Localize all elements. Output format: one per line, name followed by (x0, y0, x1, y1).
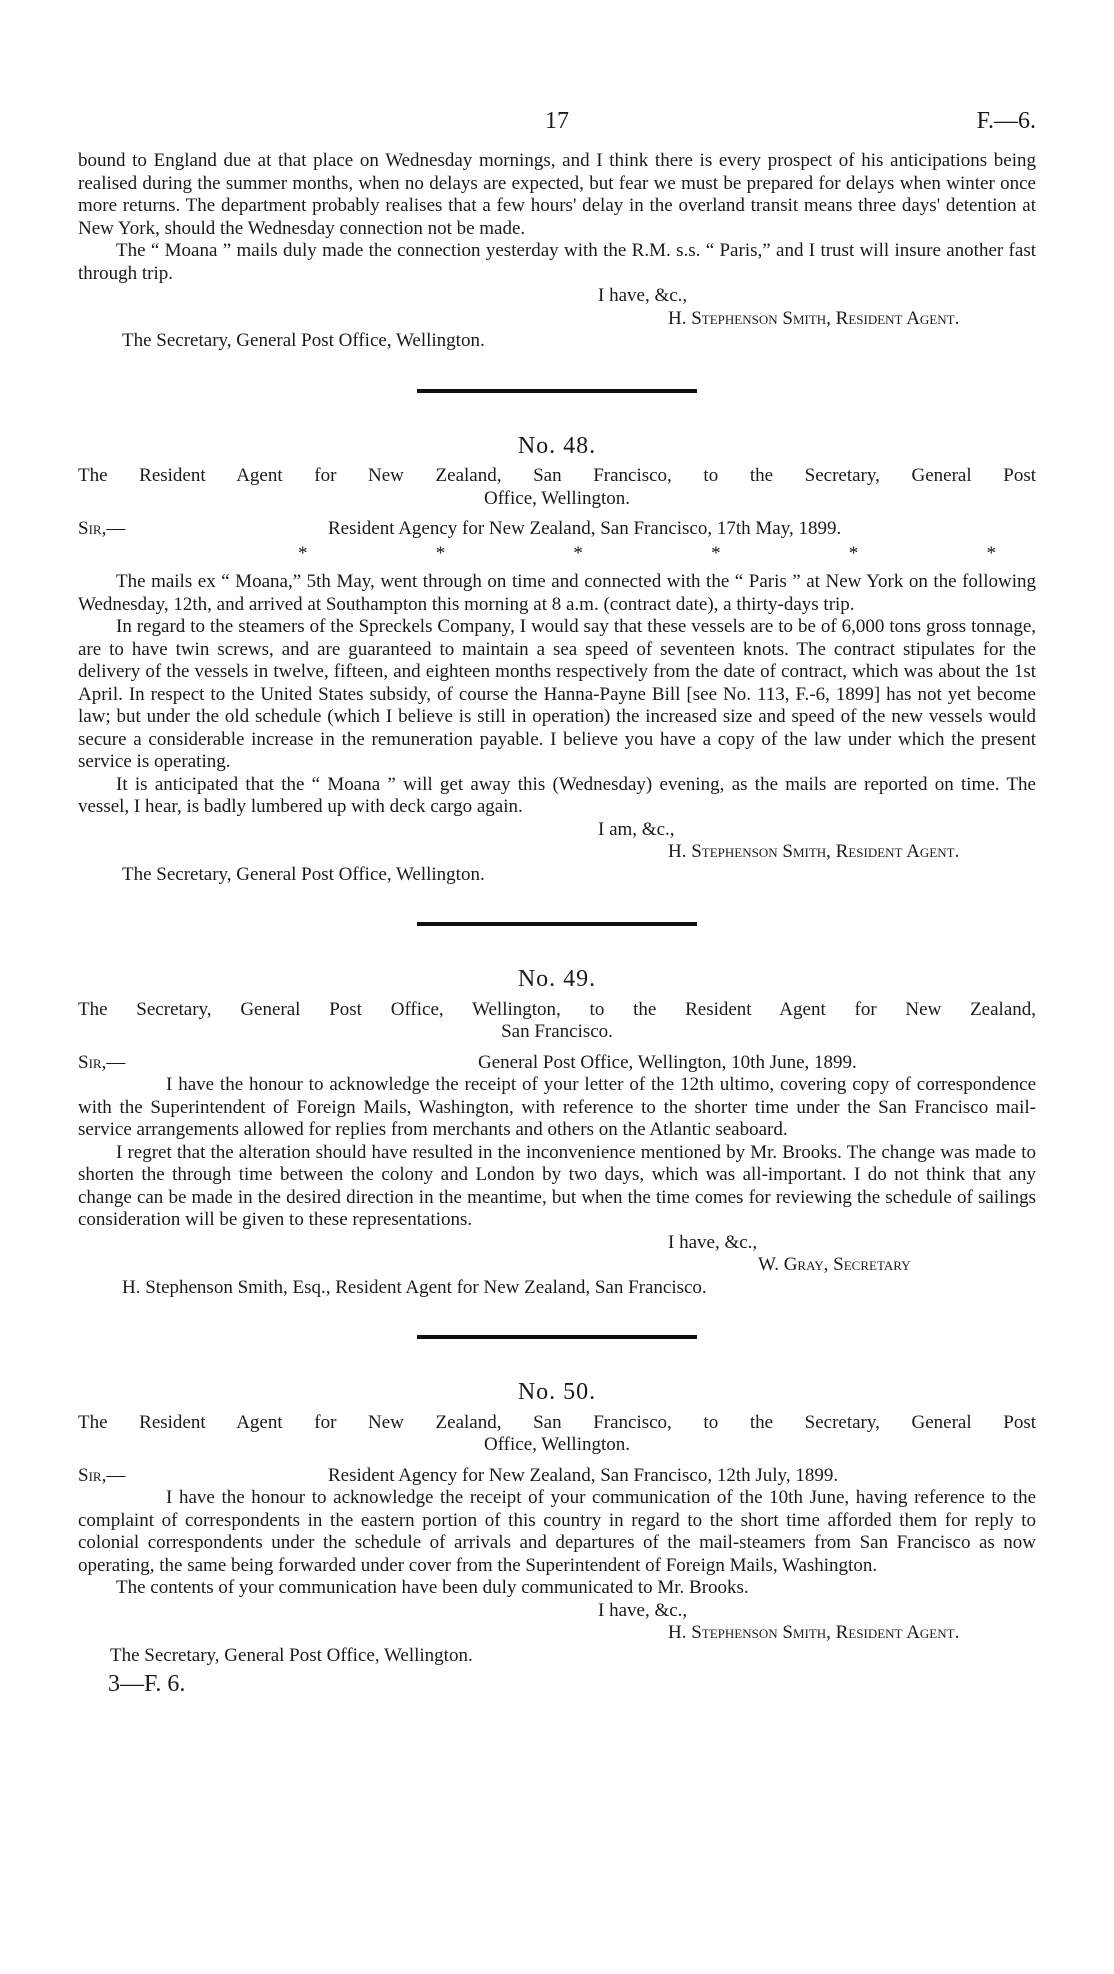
signature: H. Stephenson Smith, Resident Agent. (668, 1622, 960, 1643)
letter-title-cont: San Francisco. (501, 1021, 613, 1042)
closing: I have, &c., (668, 1231, 758, 1253)
paragraph: The “ Moana ” mails duly made the connection yesterday with the R.M. s.s. “ Paris,” and I trust will insure another fast through trip. (78, 240, 1036, 284)
letter-continuation (78, 150, 1036, 353)
dateline: General Post Office, Wellington, 10th June, 1899. (478, 1051, 857, 1073)
paragraph: It is anticipated that the “ Moana ” will get away this (Wednesday) evening, as the mails are reported on time. The vessel, I hear, is badly lumbered up with deck cargo again. (78, 773, 1036, 817)
closing: I have, &c., (598, 285, 688, 306)
signature: H. Stephenson Smith, Resident Agent. (668, 307, 960, 329)
salutation: Sir,— (78, 1464, 126, 1486)
signature: H. Stephenson Smith, Resident Agent. (668, 841, 960, 862)
letter-number: No. 49. (517, 966, 597, 992)
paragraph: bound to England due at that place on Wednesday mornings, and I think there is every prospect of his anticipations being realised during the summer months, when no delays are expected, but fear we must be prepared for delays when winter once more returns. The department probably realises that a few hours' delay in the overland transit means three days' detention at New York, should the Wednesday connection not be made. (78, 150, 1036, 239)
paragraph: The mails ex “ Moana,” 5th May, went through on time and connected with the “ Paris ” at New York on the following Wednesday, 12th, and arrived at Southampton this morning at 8 a.m. (contract date), a thirty-days trip. (78, 571, 1036, 615)
paragraph: The contents of your communication have been duly communicated to Mr. Brooks. (116, 1577, 749, 1598)
letter-number: No. 50. (517, 1379, 597, 1405)
star: * (298, 542, 308, 564)
paragraph: I have the honour to acknowledge the receipt of your communication of the 10th June, having reference to the complaint of correspondents in the eastern portion of this country in regard to the short time afforded them for reply to colonial correspondents under the schedule of arrivals and departures of the mail-steamers from San Francisco as now operating, the same being forwarded under cover from the Superintendent of Foreign Mails, Washington. (78, 1487, 1036, 1576)
dateline: Resident Agency for New Zealand, San Francisco, 12th July, 1899. (328, 1464, 839, 1486)
addressee: H. Stephenson Smith, Esq., Resident Agent for New Zealand, San Francisco. (122, 1276, 707, 1298)
page-header (78, 110, 1036, 150)
addressee: The Secretary, General Post Office, Wellington. (122, 863, 485, 885)
addressee: The Secretary, General Post Office, Wellington. (122, 330, 485, 351)
paragraph: In regard to the steamers of the Spreckels Company, I would say that these vessels are to be of 6,000 tons gross tonnage, are to have twin screws, and are guaranteed to maintain a sea speed of seventeen knots. The contract stipulates for the delivery of the vessels in twelve, fifteen, and eighteen months respectively from the date of contract, which was about the 1st April. In respect to the United States subsidy, of course the Hanna-Payne Bill [see No. 113, F.-6, 1899] has not yet become law; but under the old schedule (which I believe is still in operation) the increased size and speed of the new vessels would secure a considerable increase in the remuneration payable. I believe you have a copy of the law under which the present service is operating. (78, 616, 1036, 772)
document-reference: F.—6. (976, 108, 1036, 134)
page-number: 17 (545, 108, 569, 134)
salutation-row (78, 518, 1036, 541)
paragraph: I have the honour to acknowledge the receipt of your letter of the 12th ultimo, covering copy of correspondence with the Superintendent of Foreign Mails, Washington, with reference to the shorter time under the San Francisco mail-service arrangements allowed for replies from merchants and others on the Atlantic seaboard. (78, 1074, 1036, 1140)
salutation-row (78, 1465, 1036, 1488)
signature: W. Gray, Secretary (758, 1254, 911, 1275)
letter-title: The Secretary, General Post Office, Wellington, to the Resident Agent for New Zealand, (78, 998, 1036, 1020)
addressee: The Secretary, General Post Office, Wellington. (110, 1644, 473, 1666)
letter-50 (78, 1381, 1036, 1667)
signature-mark: 3—F. 6. (108, 1671, 186, 1697)
closing: I have, &c., (598, 1599, 688, 1621)
letter-number: No. 48. (517, 432, 597, 459)
omission-stars (78, 543, 1036, 566)
letter-title: The Resident Agent for New Zealand, San Francisco, to the Secretary, General Post (78, 1411, 1036, 1433)
letter-title-cont: Office, Wellington. (483, 1434, 631, 1455)
star: * (848, 542, 859, 564)
section-divider (417, 922, 697, 926)
star: * (986, 542, 996, 564)
star: * (711, 542, 721, 564)
star: * (435, 542, 446, 564)
letter-48 (78, 432, 1036, 887)
star: * (573, 542, 583, 564)
section-divider (417, 389, 697, 393)
letter-49 (78, 968, 1036, 1299)
letter-title: The Resident Agent for New Zealand, San Francisco, to the Secretary, General Post (78, 465, 1036, 486)
salutation-row (78, 1052, 1036, 1075)
dateline: Resident Agency for New Zealand, San Francisco, 17th May, 1899. (328, 518, 842, 539)
closing: I am, &c., (598, 818, 675, 840)
salutation: Sir,— (78, 518, 126, 539)
section-divider (417, 1335, 697, 1339)
document-page (78, 110, 1036, 1696)
letter-title-cont: Office, Wellington. (483, 487, 631, 509)
paragraph: I regret that the alteration should have resulted in the inconvenience mentioned by Mr. Brooks. The change was made to shorten the through time between the colony and London by two days, which was all-important. I do not think that any change can be made in the desired direction in the meantime, but when the time comes for reviewing the schedule of sailings consideration will be given to these representations. (78, 1141, 1036, 1230)
salutation: Sir,— (78, 1051, 126, 1073)
